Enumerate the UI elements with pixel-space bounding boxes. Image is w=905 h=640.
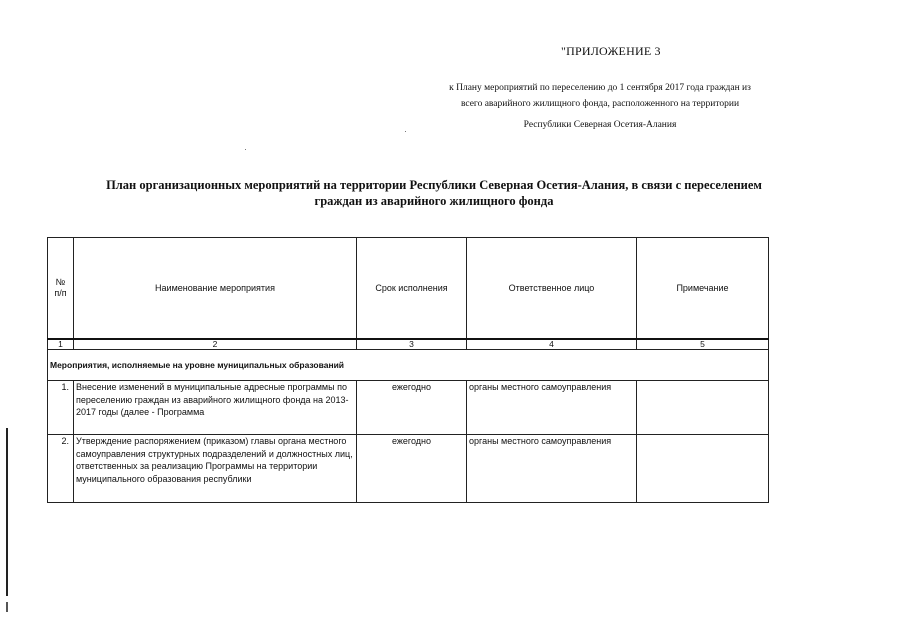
reference-line: Республики Северная Осетия-Алания bbox=[523, 120, 677, 130]
row-number: 1. bbox=[48, 381, 74, 435]
row-number: 2. bbox=[48, 435, 74, 503]
column-number: 5 bbox=[637, 339, 769, 350]
row-name: Утверждение распоряжением (приказом) главы органа местного самоуправления структурных подразделений и должностных лиц, ответственных за реализацию Программы на территории муниципального образования республики bbox=[74, 435, 357, 503]
header-deadline: Срок исполнения bbox=[357, 238, 467, 340]
row-deadline: ежегодно bbox=[357, 381, 467, 435]
appendix-label: "ПРИЛОЖЕНИЕ 3 bbox=[561, 44, 661, 58]
title-line: План организационных мероприятий на территории Республики Северная Осетия-Алания, в связи с переселением bbox=[106, 178, 762, 192]
row-responsible: органы местного самоуправления bbox=[467, 435, 637, 503]
section-row bbox=[48, 350, 769, 381]
column-number-row bbox=[48, 339, 769, 350]
table-row bbox=[48, 435, 769, 503]
header-number bbox=[48, 238, 74, 340]
section-title: Мероприятия, исполняемые на уровне муниципальных образований bbox=[48, 350, 769, 381]
row-name: Внесение изменений в муниципальные адресные программы по переселению граждан из аварийного жилищного фонда на 2013-2017 годы (далее - Программа bbox=[74, 381, 357, 435]
column-number: 1 bbox=[48, 339, 74, 350]
reference-line: всего аварийного жилищного фонда, расположенного на территории bbox=[460, 99, 740, 109]
title-line: граждан из аварийного жилищного фонда bbox=[314, 194, 554, 208]
document-title bbox=[40, 177, 828, 209]
column-number: 3 bbox=[357, 339, 467, 350]
row-responsible: органы местного самоуправления bbox=[467, 381, 637, 435]
column-number: 4 bbox=[467, 339, 637, 350]
header-number-sign: № bbox=[55, 277, 66, 287]
header-number-abbr: п/п bbox=[54, 288, 67, 298]
plan-table bbox=[47, 237, 769, 503]
row-note bbox=[637, 381, 769, 435]
table-row bbox=[48, 381, 769, 435]
scan-speck bbox=[245, 149, 246, 150]
reference-line: к Плану мероприятий по переселению до 1 сентября 2017 года граждан из bbox=[449, 83, 751, 93]
scan-edge-line bbox=[6, 428, 8, 596]
row-deadline: ежегодно bbox=[357, 435, 467, 503]
table-header-row bbox=[48, 238, 769, 340]
header-responsible: Ответственное лицо bbox=[467, 238, 637, 340]
header-note: Примечание bbox=[637, 238, 769, 340]
scan-edge-line bbox=[6, 602, 8, 612]
appendix-reference bbox=[400, 80, 800, 133]
scan-speck bbox=[405, 131, 406, 132]
column-number: 2 bbox=[74, 339, 357, 350]
row-note bbox=[637, 435, 769, 503]
header-name: Наименование мероприятия bbox=[74, 238, 357, 340]
